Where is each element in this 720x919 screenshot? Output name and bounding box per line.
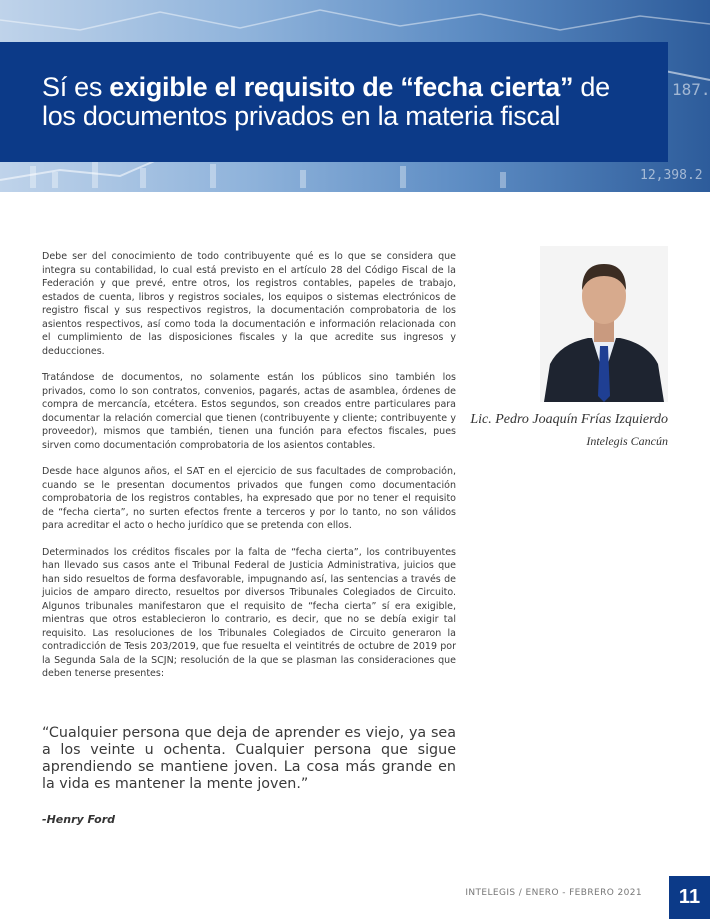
background-number: 187.7 [672,80,720,99]
page-number: 11 [669,876,710,919]
article-paragraph: Determinados los créditos fiscales por la falta de “fecha cierta”, los contribuyentes han llevado sus casos ante el Tribunal Federal de Justicia Administrativa, juicios que han sido resueltos de forma desfavorable, impugnando así, las sentencias a través de juicios de amparo directo, resueltos por diversos Tribunales Colegiados de Circuito. Algunos tribunales manifestaron que el requisito de “fecha cierta” sí era exigible, mientras que otros establecieron lo contrario, es decir, que no se debía exigir tal requisito. Las resoluciones de los Tribunales Colegiados de Circuito generaron la contradicción de Tesis 203/2019, que fue resuelta el veintitrés de octubre de 2019 por la Segunda Sala de la SCJN; resolución de la que se plasman las consideraciones que deben tenerse presentes: [42,546,456,679]
title-emphasis: exigible el requisito de “fecha cierta” [109,72,574,102]
title-end: de los documentos privados en la materia fiscal [42,72,610,131]
footer-issue: INTELEGIS / ENERO - FEBRERO 2021 [465,888,642,898]
background-number: 12,398.2 [640,168,703,183]
author-name: Lic. Pedro Joaquín Frías Izquierdo [470,412,668,427]
quote-author: -Henry Ford [42,813,116,826]
article-paragraph: Desde hace algunos años, el SAT en el ejercicio de sus facultades de comprobación, cuando se le presentan documentos privados que fungen como documentación comprobatoria de los registros contables, ha expresado que por no tener el requisito de “fecha cierta”, no surten efectos frente a terceros y por lo tanto, no son válidos para acreditar el acto o hecho jurídico que se pretenda con ellos. [42,466,456,531]
title-start: Sí es [42,72,110,102]
article-paragraph: Tratándose de documentos, no solamente están los públicos sino también los privados, como lo son contratos, convenios, pagarés, actas de asamblea, órdenes de compra de mercancía, etcétera. Estos segundos, son creados entre particulares para documentar la relación comercial que tienen (contribuyente y cliente; contribuyente y proveedor), mismos que también, tienen una función para efectos fiscales, pues sirven como documentación comprobatoria de los asientos contables. [42,372,456,451]
pull-quote: “Cualquier persona que deja de aprender es viejo, ya sea a los veinte u ochenta. Cualquier persona que sigue aprendiendo se mantiene joven. La cosa más grande en la vida es mantener la mente joven.” [42,725,456,792]
author-organization: Intelegis Cancún [586,434,668,448]
author-photo [540,246,668,402]
article-title [42,73,642,131]
article-body [42,250,456,694]
article-paragraph: Debe ser del conocimiento de todo contribuyente qué es lo que se considera que integra su contabilidad, lo cual está previsto en el artículo 28 del Código Fiscal de la Federación y que prevé, entre otros, los registros contables, papeles de trabajo, estados de cuenta, libros y registros sociales, los equipos o sistemas electrónicos de registro fiscal y sus respectivos registros, la documentación comprobatoria de los asientos respectivos, así como toda la documentación e información relacionada con el cumplimiento de las disposiciones fiscales y la que acredite sus ingresos y deducciones. [42,251,456,357]
